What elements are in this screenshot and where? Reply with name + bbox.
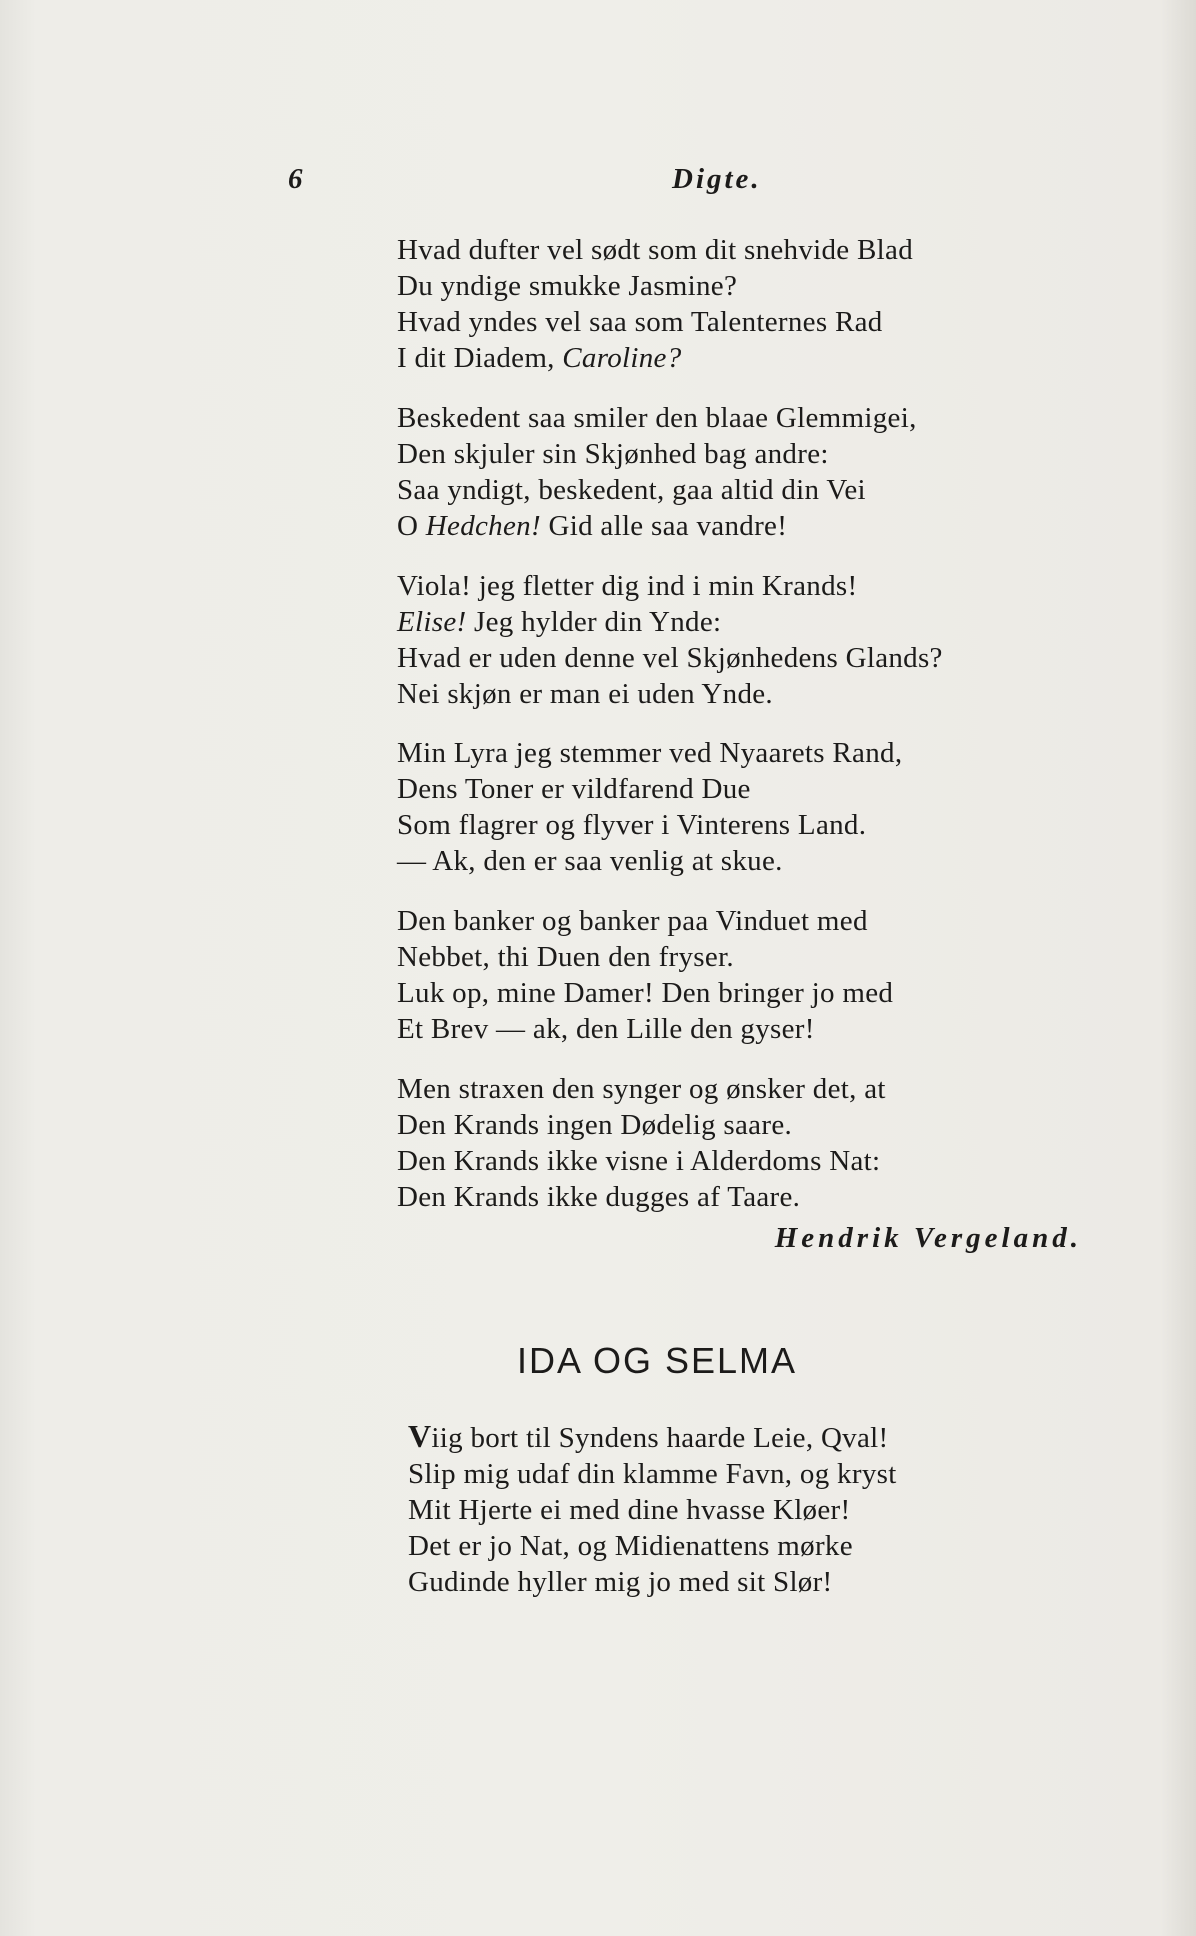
stanza-3 <box>397 568 943 712</box>
verse-line: Den skjuler sin Skjønhed bag andre: <box>397 438 829 470</box>
stanza-4 <box>397 735 902 879</box>
verse-line: Dens Toner er vildfarend Due <box>397 773 751 805</box>
verse-line: Nei skjøn er man ei uden Ynde. <box>397 678 773 710</box>
page-number: 6 <box>288 163 303 195</box>
verse-line: Hvad yndes vel saa som Talenternes Rad <box>397 306 883 338</box>
verse-line: Viola! jeg fletter dig ind i min Krands! <box>397 570 858 602</box>
poem2-stanza <box>408 1418 897 1600</box>
stanza-5 <box>397 903 893 1047</box>
verse-line: Et Brev — ak, den Lille den gyser! <box>397 1013 815 1045</box>
verse-line: Beskedent saa smiler den blaae Glemmigei, <box>397 402 917 434</box>
stanza-2 <box>397 400 917 544</box>
stanza-1 <box>397 232 913 376</box>
verse-line: — Ak, den er saa venlig at skue. <box>397 845 783 877</box>
running-title: Digte. <box>672 163 762 195</box>
verse-line: Hvad er uden denne vel Skjønhedens Glands? <box>397 642 943 674</box>
initial-letter: V <box>408 1418 432 1454</box>
stanza-6 <box>397 1071 886 1215</box>
author-signature: Hendrik Vergeland. <box>774 1222 1082 1254</box>
verse-line: O Hedchen! Gid alle saa vandre! <box>397 510 788 542</box>
verse-line: Du yndige smukke Jasmine? <box>397 270 738 302</box>
verse-line: Elise! Jeg hylder din Ynde: <box>397 606 722 638</box>
verse-line: Den banker og banker paa Vinduet med <box>397 905 868 937</box>
poem-title: IDA OG SELMA <box>516 1340 798 1381</box>
verse-line: Saa yndigt, beskedent, gaa altid din Vei <box>397 474 866 506</box>
verse-line: Slip mig udaf din klamme Favn, og kryst <box>408 1458 897 1490</box>
verse-line: Luk op, mine Damer! Den bringer jo med <box>397 977 894 1009</box>
verse-line: Men straxen den synger og ønsker det, at <box>397 1073 886 1105</box>
verse-line: Som flagrer og flyver i Vinterens Land. <box>397 809 867 841</box>
verse-line: I dit Diadem, Caroline? <box>397 342 682 374</box>
verse-line: Gudinde hyller mig jo med sit Slør! <box>408 1566 833 1598</box>
verse-line: Det er jo Nat, og Midienattens mørke <box>408 1530 853 1562</box>
verse-line: Viig bort til Syndens haarde Leie, Qval! <box>408 1418 889 1454</box>
verse-line: Hvad dufter vel sødt som dit snehvide Blad <box>397 234 913 266</box>
verse-line: Nebbet, thi Duen den fryser. <box>397 941 734 973</box>
verse-line: Den Krands ikke dugges af Taare. <box>397 1181 801 1213</box>
verse-line: Min Lyra jeg stemmer ved Nyaarets Rand, <box>397 737 903 769</box>
verse-line: Den Krands ingen Dødelig saare. <box>397 1109 793 1141</box>
verse-line: Mit Hjerte ei med dine hvasse Kløer! <box>408 1494 851 1526</box>
verse-line: Den Krands ikke visne i Alderdoms Nat: <box>397 1145 881 1177</box>
